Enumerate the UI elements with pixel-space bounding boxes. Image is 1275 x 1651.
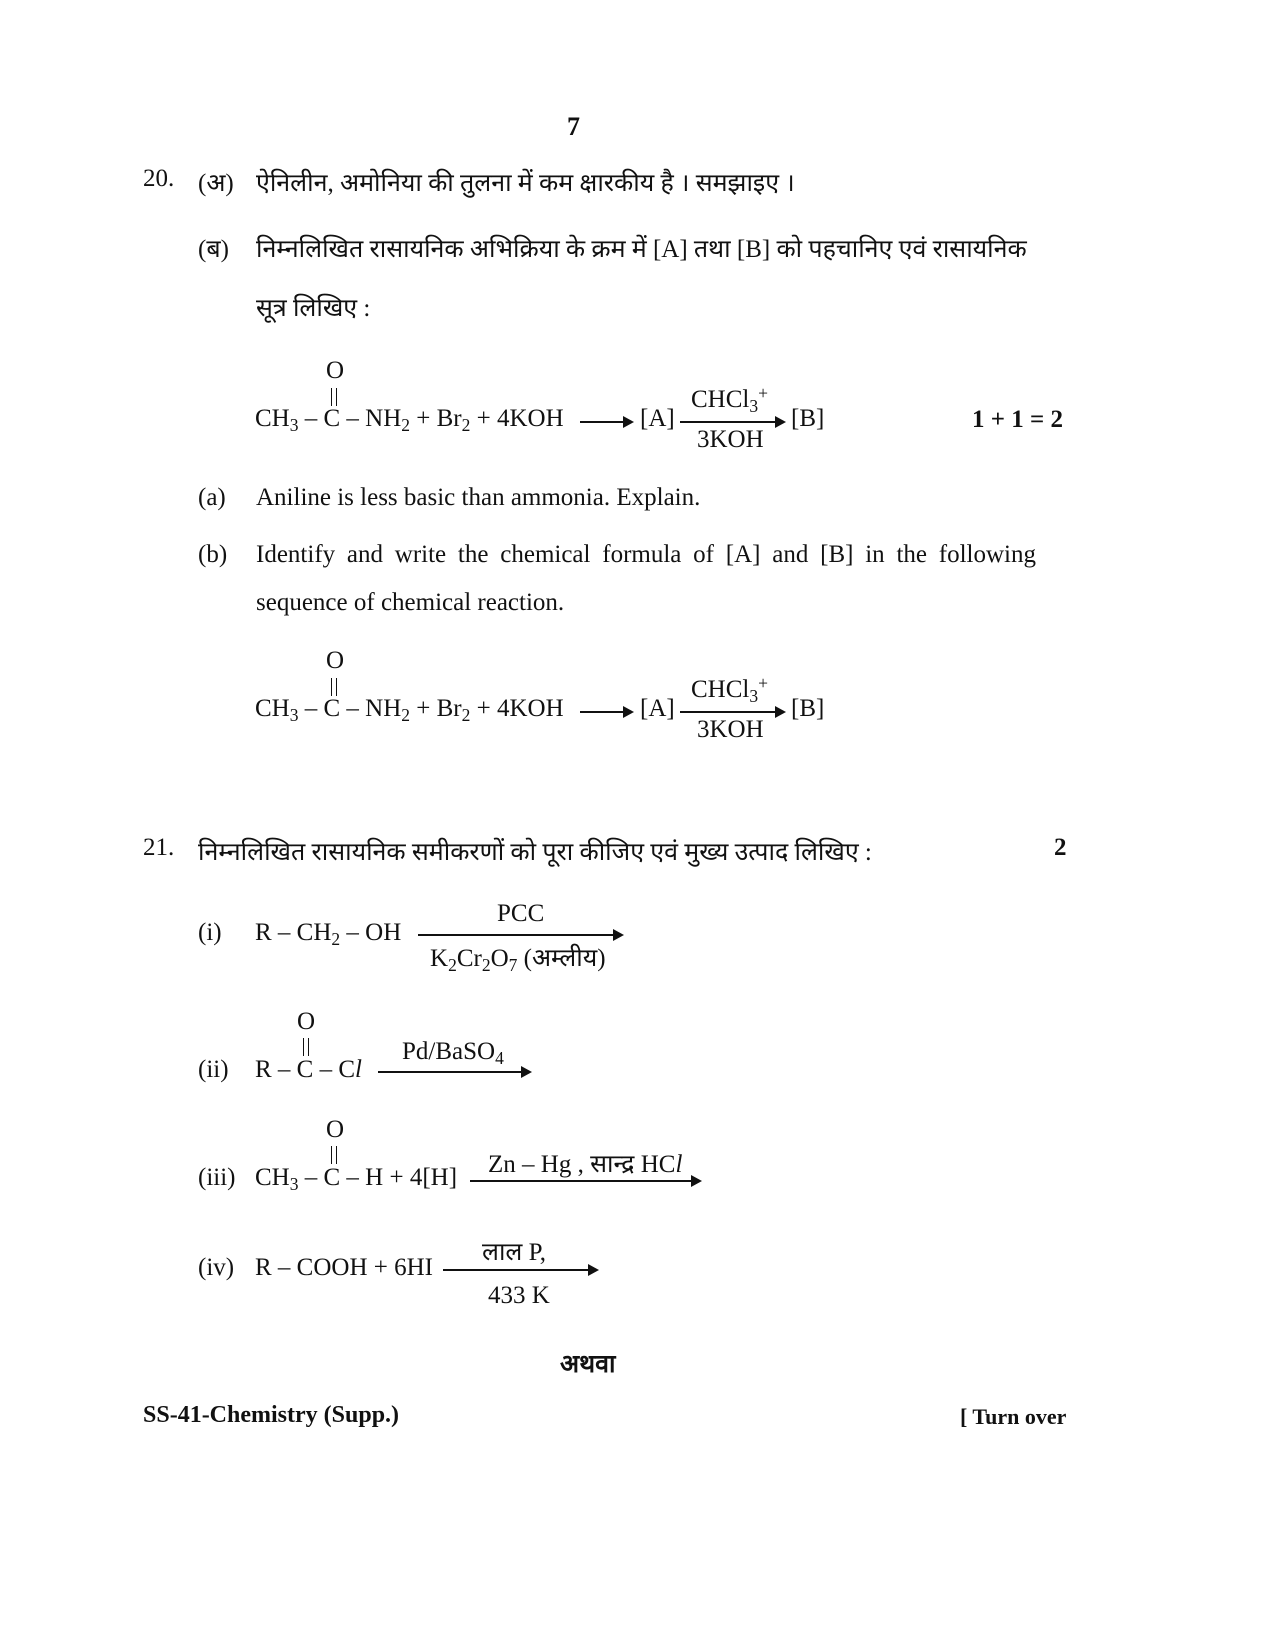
q21-ii-label: (ii) bbox=[198, 1056, 229, 1083]
q20-marks: 1 + 1 = 2 bbox=[972, 406, 1063, 433]
q21-ii-reagent-top: Pd/BaSO$_4$ bbox=[402, 1038, 504, 1068]
q20-a-hi-text: ऐनिलीन, अमोनिया की तुलना में कम क्षारकीय है । समझाइए । bbox=[256, 170, 795, 197]
reagent-arrow bbox=[680, 421, 784, 423]
q20-b-hi-label: (ब) bbox=[198, 236, 229, 263]
q21-ii-reactant: R – C – Cl bbox=[255, 1056, 362, 1083]
q21-iii-arrow bbox=[470, 1180, 700, 1182]
q20-a-en-text: Aniline is less basic than ammonia. Explain. bbox=[256, 484, 701, 511]
q21-iv-reagent-bottom: 433 K bbox=[488, 1282, 550, 1309]
q21-iv-reactant: R – COOH + 6HI bbox=[255, 1254, 433, 1281]
q21-iv-reagent-top: लाल P, bbox=[482, 1239, 547, 1266]
reactant: $CH_3 - C - NH_2 + Br_2 + 4KOH$ bbox=[255, 695, 564, 725]
q21-iii-reagent-top: Zn – Hg , सान्द्र HCl bbox=[488, 1151, 683, 1178]
q21-marks: 2 bbox=[1054, 834, 1067, 861]
q20-b-hi-line2: सूत्र लिखिए : bbox=[256, 295, 371, 322]
reactant: $CH_3 - C - NH_2 + Br_2 + 4KOH$ bbox=[255, 405, 564, 435]
product-b: [B] bbox=[791, 695, 825, 722]
double-bond bbox=[331, 388, 337, 406]
q21-i-reagent-top: PCC bbox=[497, 900, 545, 927]
q20-b-en-line2: sequence of chemical reaction. bbox=[256, 589, 565, 616]
q20-b-en-line1: Identify and write the chemical formula of [A] and [B] in the following bbox=[256, 541, 1036, 568]
q21-iii-label: (iii) bbox=[198, 1164, 236, 1191]
reagent-top: CHCl$_3$+ bbox=[691, 383, 768, 416]
product-a: [A] bbox=[640, 695, 675, 722]
q20-b-hi-line1: निम्नलिखित रासायनिक अभिक्रिया के क्रम में [A] तथा [B] को पहचानिए एवं रासायनिक bbox=[256, 236, 1027, 263]
q21-iv-arrow bbox=[443, 1269, 597, 1271]
carbonyl-oxygen: O bbox=[326, 357, 345, 384]
reagent-arrow bbox=[680, 711, 784, 713]
carbonyl-oxygen: O bbox=[297, 1008, 316, 1035]
q21-i-reagent-bottom: $K_2Cr_2O_7$ (अम्लीय) bbox=[430, 945, 606, 975]
page-number: 7 bbox=[567, 112, 580, 141]
or-divider: अथवा bbox=[560, 1351, 616, 1378]
q21-text: निम्नलिखित रासायनिक समीकरणों को पूरा कीजिए एवं मुख्य उत्पाद लिखिए : bbox=[198, 839, 872, 866]
q20-a-en-label: (a) bbox=[198, 484, 226, 511]
q21-ii-arrow bbox=[378, 1071, 530, 1073]
q20-a-hi-label: (अ) bbox=[198, 170, 234, 197]
q21-iv-label: (iv) bbox=[198, 1254, 235, 1281]
q20-number: 20. bbox=[143, 165, 175, 192]
footer-code: SS-41-Chemistry (Supp.) bbox=[143, 1402, 400, 1428]
footer-turn-over: [ Turn over bbox=[960, 1404, 1067, 1429]
q21-iii-reactant: $CH_3 - C - H + 4[H]$ bbox=[255, 1164, 458, 1194]
product-b: [B] bbox=[791, 405, 825, 432]
reagent-bottom: 3KOH bbox=[697, 426, 764, 453]
q21-i-label: (i) bbox=[198, 919, 222, 946]
q21-number: 21. bbox=[143, 834, 175, 861]
q20-b-en-label: (b) bbox=[198, 541, 228, 568]
product-a: [A] bbox=[640, 405, 675, 432]
double-bond bbox=[303, 1038, 309, 1056]
reaction-arrow bbox=[580, 711, 632, 713]
double-bond bbox=[331, 1146, 337, 1164]
reaction-arrow bbox=[580, 421, 632, 423]
carbonyl-oxygen: O bbox=[326, 647, 345, 674]
carbonyl-oxygen: O bbox=[326, 1116, 345, 1143]
double-bond bbox=[331, 678, 337, 696]
reagent-top: CHCl$_3$+ bbox=[691, 673, 768, 706]
q21-i-arrow bbox=[418, 934, 622, 936]
reagent-bottom: 3KOH bbox=[697, 716, 764, 743]
q21-i-reactant: R – $CH_2$ – OH bbox=[255, 919, 402, 949]
